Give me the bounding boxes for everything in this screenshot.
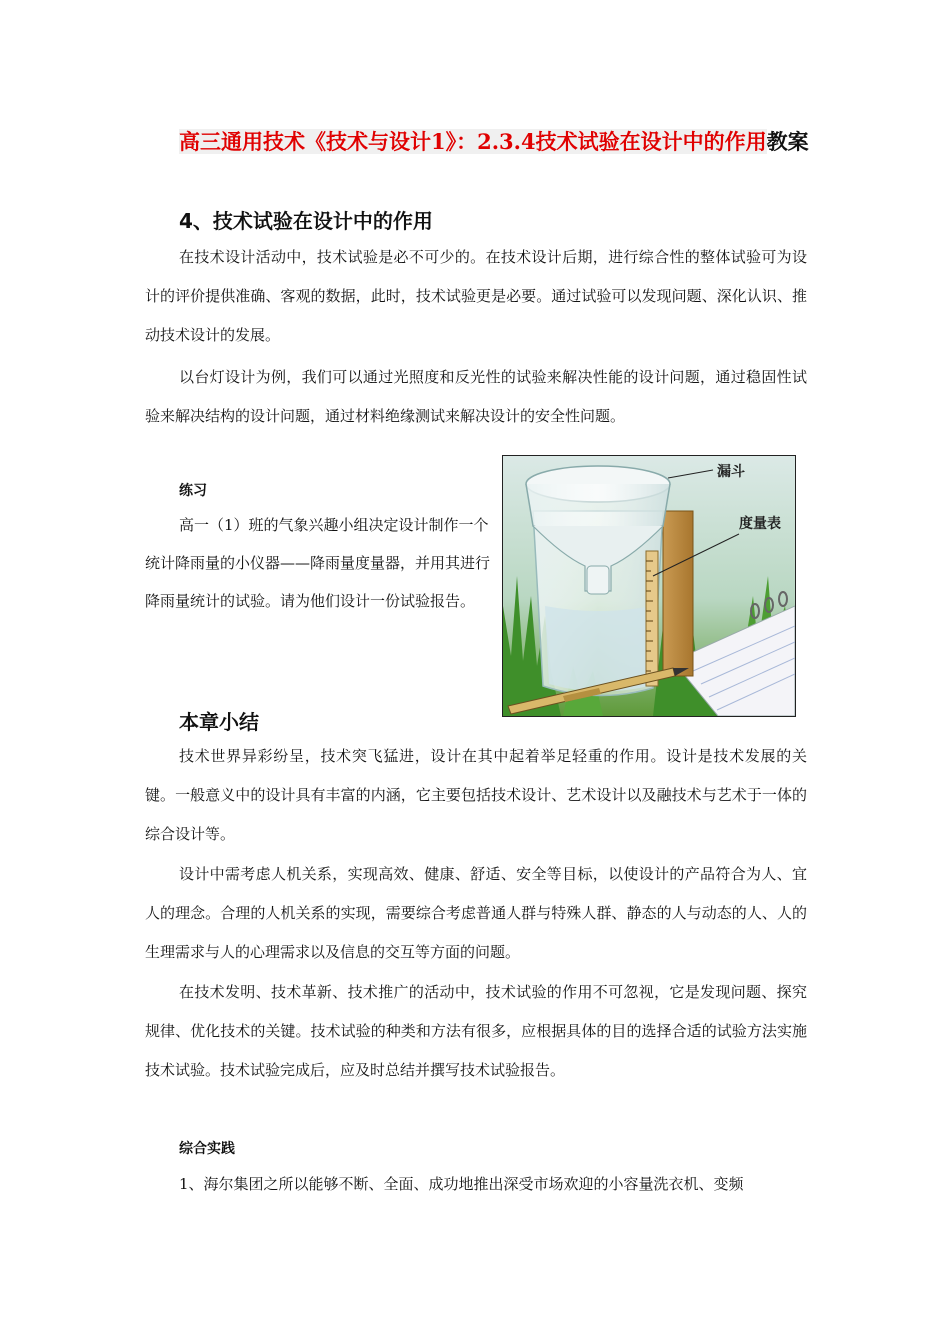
section-paragraph-1: 在技术设计活动中，技术试验是必不可少的。在技术设计后期，进行综合性的整体试验可为设计的评价提供准确、客观的数据，此时，技术试验更是必要。通过试验可以发现问题、深化认识、推动技术设计的发展。 xyxy=(145,248,807,344)
practice-label: 综合实践 xyxy=(179,1141,235,1157)
summary-paragraph-3: 在技术发明、技术革新、技术推广的活动中，技术试验的作用不可忽视，它是发现问题、探究规律、优化技术的关键。技术试验的种类和方法有很多，应根据具体的目的选择合适的试验方法实施技术试验。技术试验完成后，应及时总结并撰写技术试验报告。 xyxy=(145,983,807,1079)
summary-paragraph-2: 设计中需考虑人机关系，实现高效、健康、舒适、安全等目标，以使设计的产品符合为人、宜人的理念。合理的人机关系的实现，需要综合考虑普通人群与特殊人群、静态的人与动态的人、人的生理需求与人的心理需求以及信息的交互等方面的问题。 xyxy=(145,865,807,961)
section-paragraph-2: 以台灯设计为例，我们可以通过光照度和反光性的试验来解决性能的设计问题，通过稳固性试验来解决结构的设计问题，通过材料绝缘测试来解决设计的安全性问题。 xyxy=(145,368,807,425)
practice-text: 1、海尔集团之所以能够不断、全面、成功地推出深受市场欢迎的小容量洗衣机、变频 xyxy=(179,1175,744,1193)
rain-gauge-illustration xyxy=(503,456,795,716)
ruler xyxy=(663,511,693,676)
figure-label-scale: 度量表 xyxy=(739,516,781,532)
summary-paragraph-1: 技术世界异彩纷呈，技术突飞猛进，设计在其中起着举足轻重的作用。设计是技术发展的关键。一般意义中的设计具有丰富的内涵，它主要包括技术设计、艺术设计以及融技术与艺术于一体的综合设计等。 xyxy=(145,747,807,843)
section-heading: 4、技术试验在设计中的作用 xyxy=(179,209,433,233)
rain-gauge-figure xyxy=(502,455,796,717)
title-black-text: 教案 xyxy=(766,129,809,154)
document-title xyxy=(145,120,815,164)
exercise-label: 练习 xyxy=(179,483,207,499)
title-red-text: 高三通用技术《技术与设计1》：2.3.4技术试验在设计中的作用 xyxy=(179,129,767,154)
summary-heading: 本章小结 xyxy=(179,710,259,734)
exercise-text: 高一（1）班的气象兴趣小组决定设计制作一个统计降雨量的小仪器——降雨量度量器，并用其进行降雨量统计的试验。请为他们设计一份试验报告。 xyxy=(145,516,491,610)
figure-label-funnel: 漏斗 xyxy=(717,464,745,480)
